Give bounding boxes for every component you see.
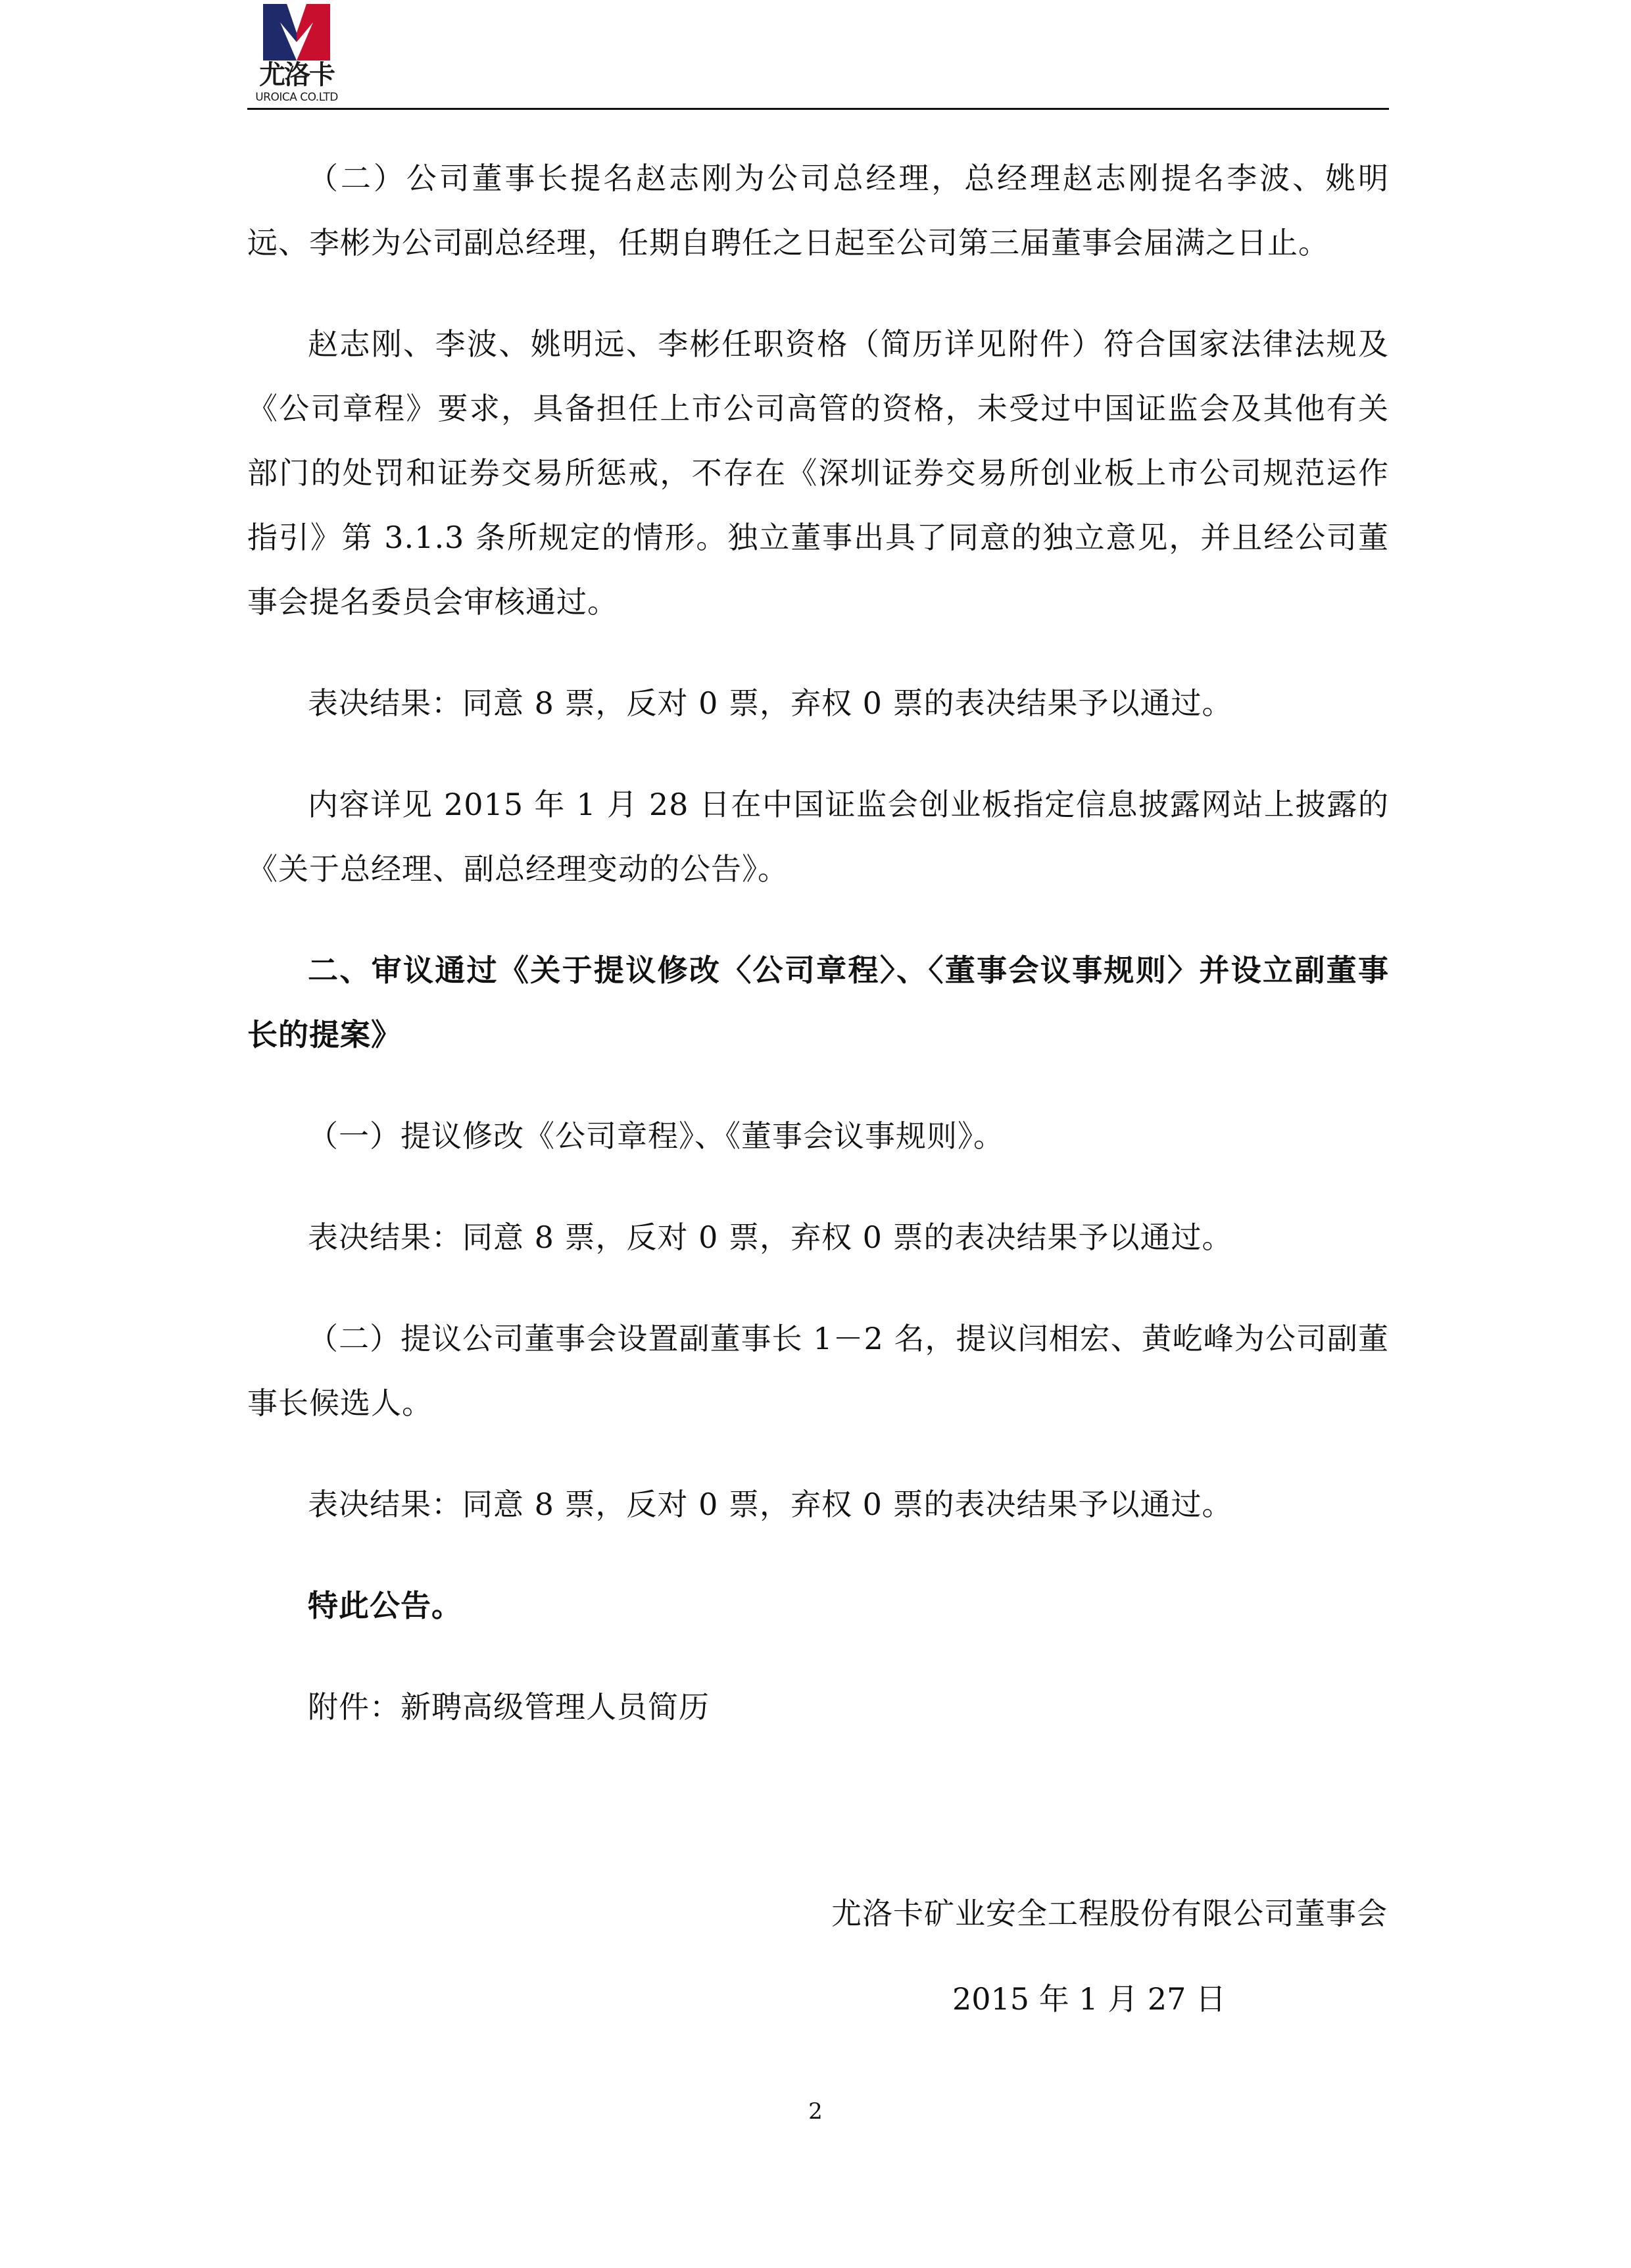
logo-english-name: UROICA CO.LTD <box>255 91 338 104</box>
paragraph-amend-articles: （一）提议修改《公司章程》、《董事会议事规则》。 <box>308 1118 1004 1154</box>
document-body <box>247 146 1389 1739</box>
paragraph-qualifications: 赵志刚、李波、姚明远、李彬任职资格（简历详见附件）符合国家法律法规及《公司章程》要求，具备担任上市公司高管的资格，未受过中国证监会及其他有关部门的处罚和证券交易所惩戒，不存在《深圳证券交易所创业板上市公司规范运作指引》第 3.1.3 条所规定的情形。独立董事出具了同意的独立意见，并且经公司董事会提名委员会审核通过。 <box>247 326 1389 620</box>
announcement-closing: 特此公告。 <box>308 1588 462 1623</box>
paragraph-vote-result-1: 表决结果：同意 8 票，反对 0 票，弃权 0 票的表决结果予以通过。 <box>308 685 1233 721</box>
paragraph-appointment: （二）公司董事长提名赵志刚为公司总经理，总经理赵志刚提名李波、姚明远、李彬为公司副总经理，任期自聘任之日起至公司第三届董事会届满之日止。 <box>247 160 1389 260</box>
section-heading-2: 二、审议通过《关于提议修改〈公司章程〉、〈董事会议事规则〉并设立副董事长的提案》 <box>247 952 1389 1052</box>
company-logo <box>247 0 346 105</box>
signature-date: 2015 年 1 月 27 日 <box>952 1981 1226 2017</box>
paragraph-vice-chairman: （二）提议公司董事会设置副董事长 1－2 名，提议闫相宏、黄屹峰为公司副董事长候选人。 <box>247 1321 1389 1421</box>
paragraph-disclosure: 内容详见 2015 年 1 月 28 日在中国证监会创业板指定信息披露网站上披露的《关于总经理、副总经理变动的公告》。 <box>247 787 1389 887</box>
page-header <box>247 0 1389 111</box>
paragraph-vote-result-3: 表决结果：同意 8 票，反对 0 票，弃权 0 票的表决结果予以通过。 <box>308 1487 1233 1522</box>
attachment-note: 附件：新聘高级管理人员简历 <box>308 1689 710 1725</box>
logo-chinese-name: 尤洛卡 <box>259 60 334 90</box>
signature-company: 尤洛卡矿业安全工程股份有限公司董事会 <box>831 1896 1388 1931</box>
paragraph-vote-result-2: 表决结果：同意 8 票，反对 0 票，弃权 0 票的表决结果予以通过。 <box>308 1220 1233 1255</box>
header-divider <box>247 108 1389 110</box>
page-number: 2 <box>808 2098 823 2125</box>
logo-mark-icon <box>260 3 333 62</box>
